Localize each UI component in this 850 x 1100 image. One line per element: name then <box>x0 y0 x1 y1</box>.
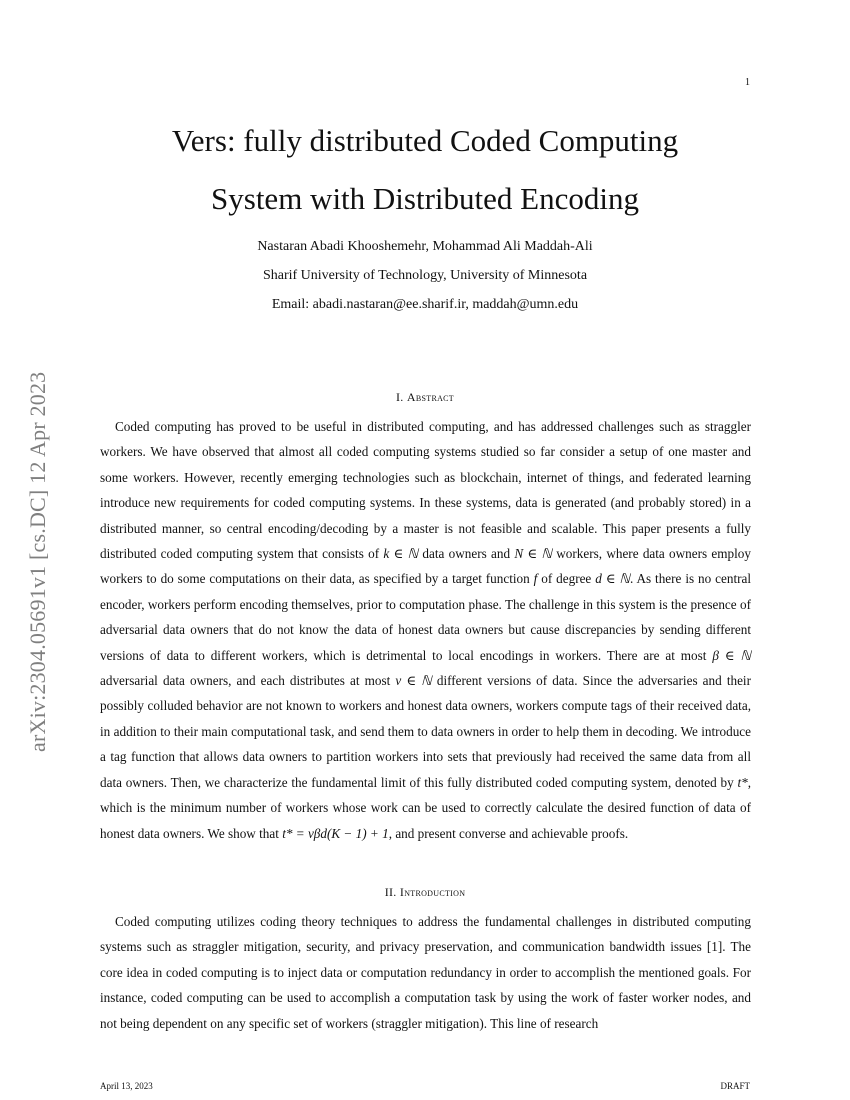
footer-date: April 13, 2023 <box>100 1081 153 1091</box>
abstract-text-segment: data owners and <box>418 546 515 562</box>
authors: Nastaran Abadi Khooshemehr, Mohammad Ali Maddah-Ali <box>257 239 593 254</box>
abstract-text-segment: . As there is no central encoder, workers perform encoding themselves, prior to computation phase. The challenge in this system is the presence of adversarial data owners that do not know the data of honest data owners but cause discrepancies by sending different versions of data to different workers, which is detrimental to local encodings in workers. There are at most <box>100 571 752 663</box>
math-inline: v ∈ ℕ <box>395 673 432 689</box>
introduction-heading <box>100 885 750 900</box>
affiliation: Sharif University of Technology, University of Minnesota <box>262 268 588 283</box>
abstract-text-segment: different versions of data. Since the adversaries and their possibly colluded behavior are not known to workers and honest data owners, workers compute tags of their received data, in addition to their main computational task, and send them to data owners in order to help them in decoding. We introduce a tag function that allows data owners to partition workers into sets that previously had received the same data from all data owners. Then, we characterize the fundamental limit of this fully distributed coded computing system, denoted by <box>100 673 751 790</box>
math-inline: t* <box>737 774 748 790</box>
abstract-heading-text: Abstract <box>406 390 454 404</box>
math-inline: t* = vβd(K − 1) + 1 <box>282 825 389 841</box>
introduction-heading-text: Introduction <box>399 885 466 899</box>
math-inline: f <box>533 571 538 587</box>
abstract-text-segment: of degree <box>537 571 596 587</box>
paper-title <box>100 112 750 228</box>
abstract-text-segment: Coded computing has proved to be useful in distributed computing, and has addressed challenges such as straggler workers. We have observed that almost all coded computing systems studied so far consider a setup of one master and some workers. However, recently emerging technologies such as blockchain, internet of things, and federated learning introduce new requirements for coded computing systems. In these systems, data is generated (and probably stored) in a distributed manner, so central encoding/decoding by a master is not feasible and scalable. This paper presents a fully distributed coded computing system that consists of <box>100 419 751 562</box>
title-line-2: System with Distributed Encoding <box>211 181 639 216</box>
math-inline: k ∈ ℕ <box>383 546 419 562</box>
math-inline: N ∈ ℕ <box>514 546 552 562</box>
abstract-heading <box>100 390 750 405</box>
introduction-text: Coded computing utilizes coding theory techniques to address the fundamental challenges in distributed computing systems such as straggler mitigation, security, and privacy preservation, and communication bandwidth issues [1]. The core idea in coded computing is to inject data or computation redundancy in order to accomplish the mentioned goals. For instance, coded computing can be used to accomplish a computation task by using the work of faster worker nodes, and not being dependent on any specific set of workers (straggler mitigation). This line of research <box>100 914 751 1031</box>
abstract-heading-number: I. <box>396 390 407 404</box>
math-inline: β ∈ ℕ <box>712 647 751 663</box>
footer-draft-label: DRAFT <box>720 1081 750 1091</box>
abstract-text-segment: adversarial data owners, and each distributes at most <box>100 673 396 689</box>
email: Email: abadi.nastaran@ee.sharif.ir, maddah@umn.edu <box>271 297 579 312</box>
abstract-text-segment: , which is the minimum number of workers whose work can be used to correctly calculate the desired function of data of honest data owners. We show that <box>100 774 751 841</box>
abstract-text <box>100 414 751 846</box>
math-inline: d ∈ ℕ <box>595 571 630 587</box>
page-number: 1 <box>745 77 750 88</box>
arxiv-identifier: arXiv:2304.05691v1 [cs.DC] 12 Apr 2023 <box>25 371 50 752</box>
abstract-text-segment: workers, where data owners employ workers to do some computations on their data, as specified by a target function <box>100 546 751 587</box>
title-line-1: Vers: fully distributed Coded Computing <box>171 123 679 158</box>
author-block <box>100 232 750 319</box>
introduction-heading-number: II. <box>384 885 400 899</box>
abstract-text-segment: , and present converse and achievable proofs. <box>388 825 629 841</box>
